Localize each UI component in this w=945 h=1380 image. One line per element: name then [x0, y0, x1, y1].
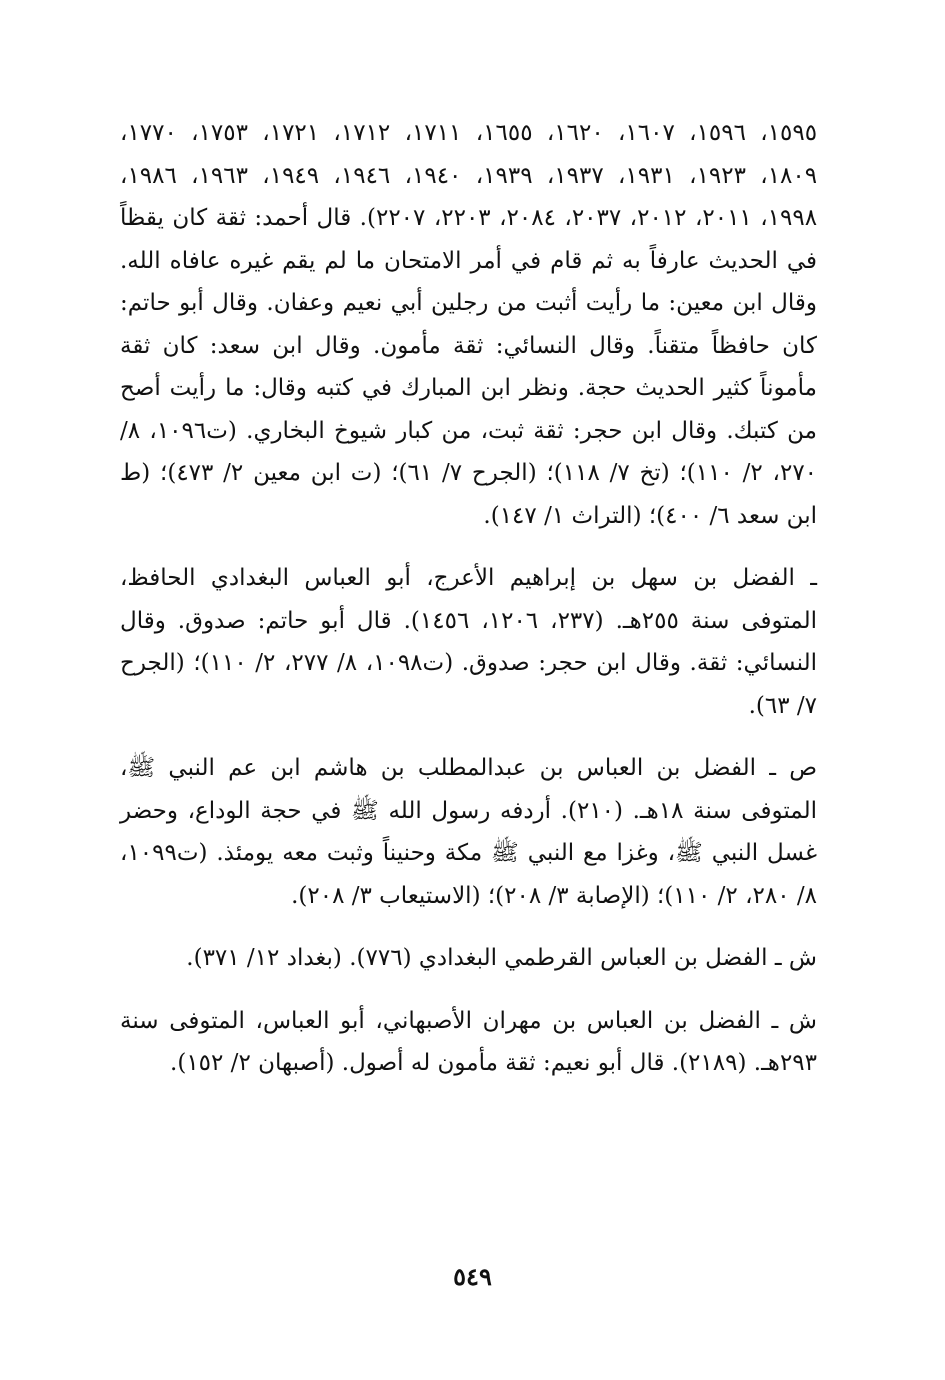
page-body — [120, 112, 817, 1105]
entry-text: ش ـ الفضل بن العباس بن مهران الأصبهاني، أبو العباس، المتوفى سنة ٢٩٣هـ. (٢١٨٩). قال أبو نعيم: ثقة مأمون له أصول. (أصبهان ٢/ ١٥٢). — [120, 1007, 817, 1076]
entry-fadl-ibn-sahl — [120, 557, 817, 727]
entry-text: ـ الفضل بن سهل بن إبراهيم الأعرج، أبو العباس البغدادي الحافظ، المتوفى سنة ٢٥٥هـ. (٢٣٧، ١٢٠٦، ١٤٥٦). قال أبو حاتم: صدوق. وقال النسائي: ثقة. وقال ابن حجر: صدوق. (ت١٠٩٨، ٨/ ٢٧٧، ٢/ ١١٠)؛ (الجرح ٧/ ٦٣). — [120, 565, 818, 719]
entry-text: ص ـ الفضل بن العباس بن عبدالمطلب بن هاشم ابن عم النبي ﷺ، المتوفى سنة ١٨هـ. (٢١٠). أردفه رسول الله ﷺ في حجة الوداع، وحضر غسل النبي ﷺ، وغزا مع النبي ﷺ مكة وحنيناً وثبت معه يومئذ. (ت١٠٩٩، ٨/ ٢٨٠، ٢/ ١١٠)؛ (الإصابة ٣/ ٢٠٨)؛ (الاستيعاب ٣/ ٢٠٨). — [120, 755, 817, 909]
entry-fadl-asbahani — [120, 1000, 817, 1085]
entry-text: ١٥٩٥، ١٥٩٦، ١٦٠٧، ١٦٢٠، ١٦٥٥، ١٧١١، ١٧١٢، ١٧٢١، ١٧٥٣، ١٧٧٠، ١٨٠٩، ١٩٢٣، ١٩٣١، ١٩٣٧، ١٩٣٩، ١٩٤٠، ١٩٤٦، ١٩٤٩، ١٩٦٣، ١٩٨٦، ١٩٩٨، ٢٠١١، ٢٠١٢، ٢٠٣٧، ٢٠٨٤، ٢٢٠٣، ٢٢٠٧). قال أحمد: ثقة كان يقظاً في الحديث عارفاً به ثم قام في أمر الامتحان ما لم يقم غيره عافاه الله. وقال ابن معين: ما رأيت أثبت من رجلين أبي نعيم وعفان. وقال أبو حاتم: كان حافظاً متقناً. وقال النسائي: ثقة مأمون. وقال ابن سعد: كان ثقة مأموناً كثير الحديث حجة. ونظر ابن المبارك في كتبه وقال: ما رأيت أصح من كتبك. وقال ابن حجر: ثقة ثبت، من كبار شيوخ البخاري. (ت١٠٩٦، ٨/ ٢٧٠، ٢/ ١١٠)؛ (تخ ٧/ ١١٨)؛ (الجرح ٧/ ٦١)؛ (ت ابن معين ٢/ ٤٧٣)؛ (ط ابن سعد ٦/ ٤٠٠)؛ (التراث ١/ ١٤٧). — [120, 120, 818, 529]
entry-fadl-qurtumi — [120, 937, 817, 980]
entry-continuation-abu-nuaym — [120, 112, 817, 537]
page-number: ٥٤٩ — [453, 1262, 492, 1291]
entry-fadl-ibn-abbas — [120, 747, 817, 917]
entry-text: ش ـ الفضل بن العباس القرطمي البغدادي (٧٧٦). (بغداد ١٢/ ٣٧١). — [186, 945, 817, 971]
